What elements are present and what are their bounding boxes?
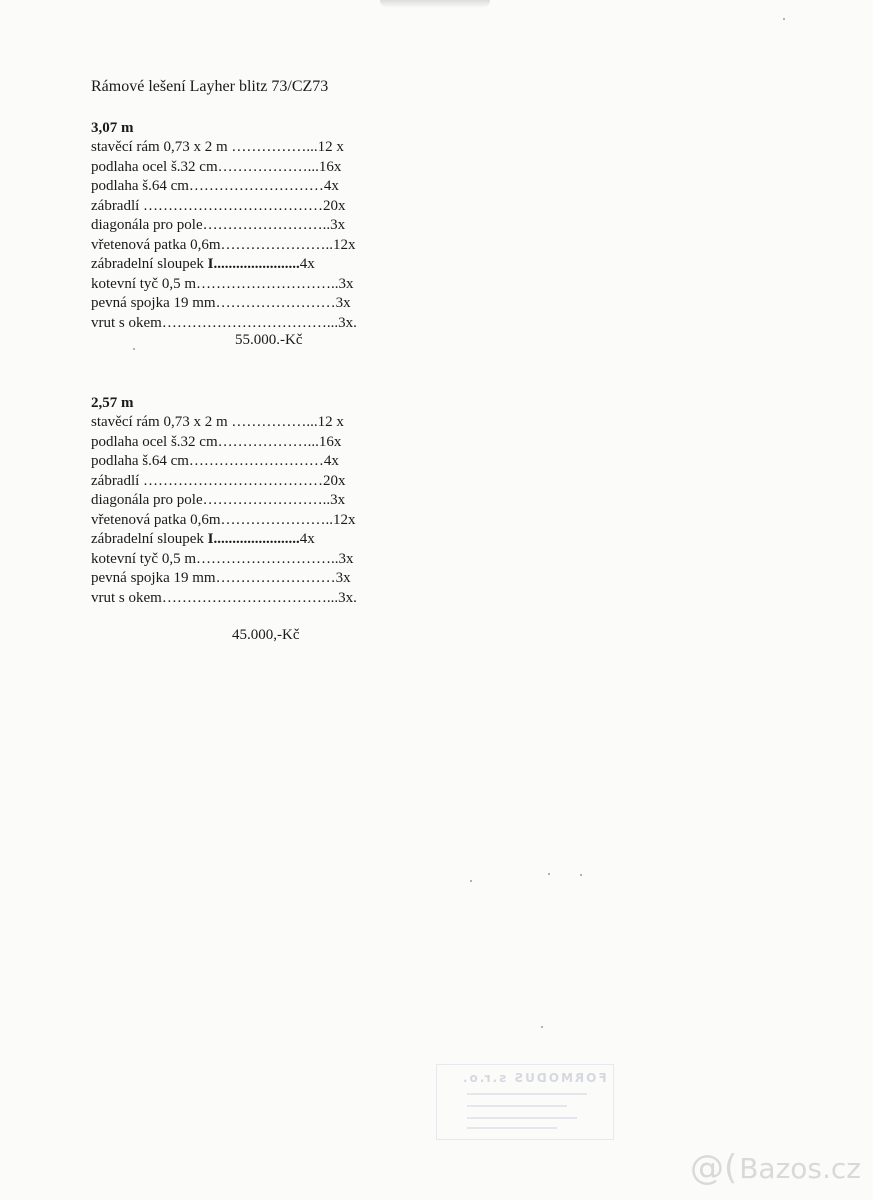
section-heading: 2,57 m — [91, 395, 134, 411]
scan-speck — [470, 880, 472, 882]
scan-speck — [541, 1026, 543, 1028]
item-count: 4x — [299, 256, 315, 272]
list-item: zábradlí ………………………………20x — [91, 197, 346, 214]
list-item: diagonála pro pole……………………..3x — [91, 217, 346, 233]
list-item: vřetenová patka 0,6m…………………..12x — [91, 511, 356, 528]
list-item: podlaha š.64 cm………………………4x — [91, 178, 339, 194]
item-bold-dots: I....................... — [207, 256, 300, 272]
bazos-watermark — [690, 1148, 861, 1188]
item-label: zábradelní sloupek — [91, 531, 208, 547]
stamp-line — [467, 1093, 587, 1095]
stamp-line — [467, 1127, 557, 1129]
list-item: vrut s okem……………………………...3x. — [91, 589, 357, 606]
section-3-07 — [91, 118, 431, 333]
list-item: zábradlí ………………………………20x — [91, 472, 346, 489]
section-2-57 — [91, 393, 431, 608]
list-item: kotevní tyč 0,5 m………………………..3x — [91, 275, 354, 292]
list-item: podlaha ocel š.32 cm………………...16x — [91, 158, 342, 175]
scan-speck — [580, 874, 582, 876]
list-item: stavěcí rám 0,73 x 2 m ……………...12 x — [91, 414, 344, 430]
list-item: stavěcí rám 0,73 x 2 m ……………...12 x — [91, 139, 344, 155]
scan-speck — [548, 873, 550, 875]
list-item: vrut s okem……………………………...3x. — [91, 314, 357, 331]
list-item — [91, 530, 431, 550]
list-item: vřetenová patka 0,6m…………………..12x — [91, 236, 356, 253]
list-item: podlaha š.64 cm………………………4x — [91, 453, 339, 469]
stamp-line — [467, 1117, 577, 1119]
list-item: diagonála pro pole……………………..3x — [91, 492, 346, 508]
document-title: Rámové lešení Layher blitz 73/CZ73 — [91, 78, 329, 95]
list-item: pevná spojka 19 mm……………………3x — [91, 295, 351, 311]
list-item: podlaha ocel š.32 cm………………...16x — [91, 433, 342, 450]
list-item — [91, 255, 431, 275]
company-stamp — [436, 1064, 614, 1140]
item-bold-dots: I....................... — [207, 531, 300, 547]
list-item: kotevní tyč 0,5 m………………………..3x — [91, 550, 354, 567]
scan-shadow — [380, 0, 490, 8]
item-list — [91, 138, 431, 333]
price-3-07: 55.000.-Kč — [235, 332, 303, 348]
at-icon: @( — [689, 1148, 738, 1188]
price-2-57: 45.000,-Kč — [232, 627, 300, 643]
item-count: 4x — [299, 531, 315, 547]
stamp-line — [467, 1105, 567, 1107]
stamp-text: FORMODUS s.r.o. — [461, 1071, 607, 1085]
watermark-text: Bazos.cz — [739, 1151, 861, 1185]
list-item: pevná spojka 19 mm……………………3x — [91, 570, 351, 586]
scan-speck — [783, 18, 785, 20]
item-list — [91, 413, 431, 608]
item-label: zábradelní sloupek — [91, 256, 208, 272]
section-heading: 3,07 m — [91, 120, 134, 136]
scan-speck — [133, 348, 135, 350]
